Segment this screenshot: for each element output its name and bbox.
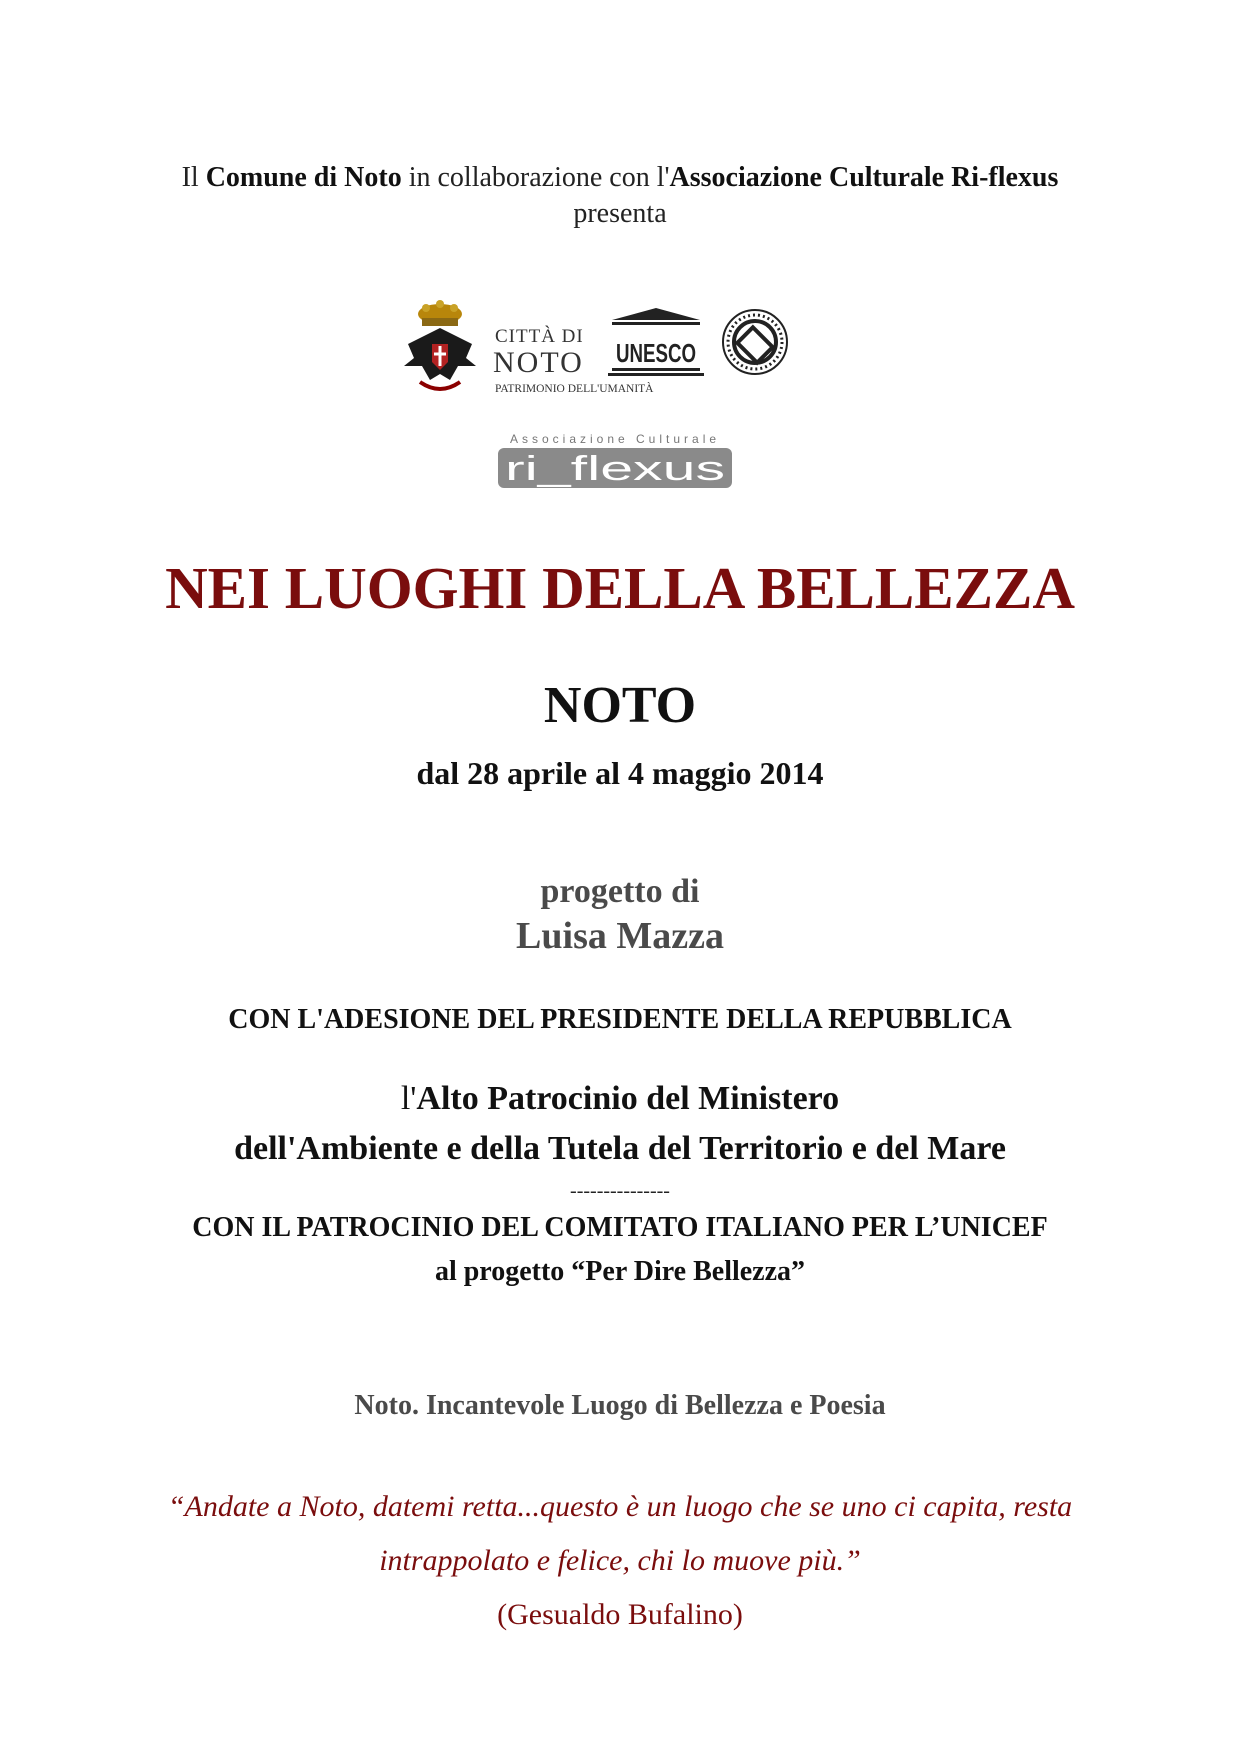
event-title: NEI LUOGHI DELLA BELLEZZA <box>165 555 1075 621</box>
ministry-patronage-line1 <box>0 1080 1240 1118</box>
riflexus-caption: Associazione Culturale <box>509 432 721 446</box>
quote-author: (Gesualdo Bufalino) <box>497 1598 743 1631</box>
intro-text-2: in collaborazione con l' <box>401 162 670 193</box>
separator: --------------- <box>570 1180 670 1202</box>
event-dates: dal 28 aprile al 4 maggio 2014 <box>416 755 824 791</box>
comune-name: Comune di Noto <box>205 162 402 193</box>
patronage-title: Alto Patrocinio del Ministero <box>416 1080 840 1117</box>
noto-logo-line3: PATRIMONIO DELL'UMANITÀ <box>495 383 654 395</box>
patronage-prefix: l' <box>400 1080 417 1117</box>
quote-line1: “Andate a Noto, datemi retta...questo è un luogo che se uno ci capita, resta <box>167 1490 1073 1523</box>
city-name: NOTO <box>543 677 697 734</box>
presenta-text: presenta <box>573 198 667 229</box>
motto: Noto. Incantevole Luogo di Bellezza e Poesia <box>354 1390 886 1421</box>
presidential-adhesion: CON L'ADESIONE DEL PRESIDENTE DELLA REPUBBLICA <box>228 1004 1012 1035</box>
logos-row <box>400 300 840 400</box>
noto-logo-line1: CITTÀ DI <box>495 326 584 347</box>
unesco-text: UNESCO <box>616 338 696 368</box>
unicef-patronage: CON IL PATROCINIO DEL COMITATO ITALIANO PER L’UNICEF <box>192 1212 1048 1243</box>
association-name: Associazione Culturale Ri-flexus <box>669 162 1059 193</box>
riflexus-logo <box>495 430 735 490</box>
project-label: progetto di <box>540 873 700 910</box>
quote-line2: intrappolato e felice, chi lo muove più.” <box>379 1544 861 1577</box>
intro-text: Il <box>181 162 206 193</box>
unicef-project: al progetto “Per Dire Bellezza” <box>434 1256 806 1287</box>
riflexus-wordmark: ri_flexus <box>505 450 725 488</box>
noto-logo-line2: NOTO <box>493 346 584 379</box>
noto-coat-of-arms-icon <box>404 300 476 389</box>
project-author: Luisa Mazza <box>516 915 724 957</box>
ministry-patronage-line2: dell'Ambiente e della Tutela del Territorio e del Mare <box>234 1130 1006 1167</box>
world-heritage-emblem-icon <box>723 310 787 374</box>
intro-line <box>0 160 1240 196</box>
